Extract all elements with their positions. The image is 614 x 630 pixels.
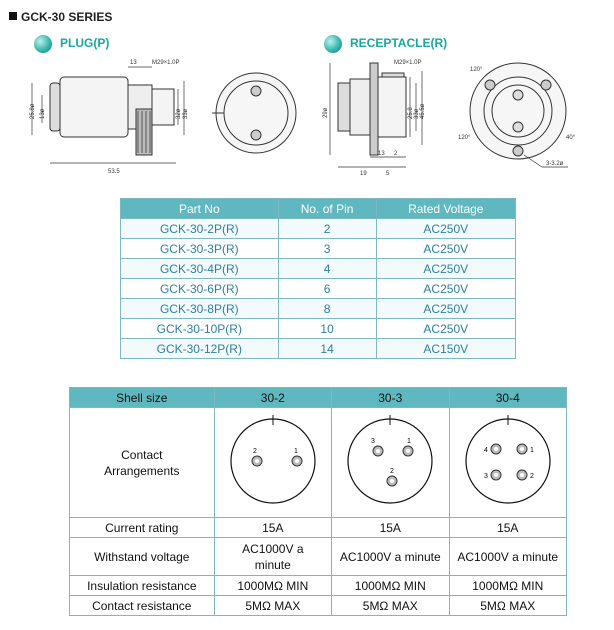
- pin-label: 1: [529, 447, 534, 454]
- receptacle-angle-120a: 120°: [470, 67, 483, 73]
- spec-table: [69, 387, 567, 616]
- pin-count-cell: 4: [278, 259, 376, 279]
- current-rating-row: [70, 518, 567, 538]
- table-row: [121, 339, 516, 359]
- pin-count-cell: 14: [278, 339, 376, 359]
- arrangement-diagram: [223, 411, 323, 511]
- arrangement-diagram: [340, 411, 440, 511]
- part-no-cell: GCK-30-6P(R): [121, 279, 279, 299]
- table-row: [121, 239, 516, 259]
- shell-size-label: Shell size: [70, 388, 215, 408]
- contact-resistance-label: Contact resistance: [70, 596, 215, 616]
- plug-cap: [50, 83, 60, 131]
- plug-drawing: [28, 55, 298, 177]
- parts-table: [120, 198, 516, 359]
- receptacle-dim-13: 13: [378, 151, 385, 157]
- voltage-cell: AC250V: [376, 219, 515, 239]
- spec-value: 5MΩ MAX: [449, 596, 567, 616]
- voltage-cell: AC250V: [376, 319, 515, 339]
- voltage-cell: AC250V: [376, 239, 515, 259]
- plug-dim-face: 33ø: [183, 108, 189, 119]
- receptacle-rear-body: [350, 79, 370, 135]
- withstand-voltage-row: [70, 538, 567, 576]
- plug-body: [60, 77, 128, 137]
- voltage-cell: AC250V: [376, 299, 515, 319]
- arrangement-30-3: [332, 408, 449, 518]
- mount-hole: [485, 80, 495, 90]
- insulation-resistance-row: [70, 576, 567, 596]
- pin-count-cell: 3: [278, 239, 376, 259]
- receptacle-angle-40: 40°: [566, 135, 576, 141]
- pin-label: 1: [407, 438, 412, 445]
- part-no-cell: GCK-30-4P(R): [121, 259, 279, 279]
- receptacle-holes-label: 3-3.2ø: [546, 161, 564, 167]
- shell-30-2: 30-2: [214, 388, 331, 408]
- plug-dim-25-8: 25.8ø: [30, 103, 36, 119]
- part-no-cell: GCK-30-2P(R): [121, 219, 279, 239]
- receptacle-dim-33: 33ø: [414, 108, 420, 119]
- spec-value: 1000MΩ MIN: [214, 576, 331, 596]
- pin-count-cell: 8: [278, 299, 376, 319]
- plug-title: PLUG(P): [60, 36, 110, 50]
- current-rating-label: Current rating: [70, 518, 215, 538]
- pin-label: 3: [371, 438, 376, 445]
- series-title: GCK-30 SERIES: [9, 10, 112, 24]
- contact-arrangements-label: Contact Arrangements: [70, 408, 215, 518]
- plug-dim-32: 32ø: [176, 108, 182, 119]
- plug-face-outer: [216, 73, 296, 153]
- spec-value: 15A: [449, 518, 567, 538]
- arrangement-30-2: [214, 408, 331, 518]
- part-no-cell: GCK-30-8P(R): [121, 299, 279, 319]
- receptacle-front-body: [378, 77, 406, 137]
- mount-hole: [513, 146, 523, 156]
- mount-hole: [541, 80, 551, 90]
- plug-dim-13-5: 13ø: [40, 108, 46, 119]
- spec-value: 5MΩ MAX: [332, 596, 449, 616]
- table-row: [121, 219, 516, 239]
- voltage-cell: AC250V: [376, 259, 515, 279]
- pin-label: 3: [483, 473, 488, 480]
- receptacle-dim-5: 5: [386, 171, 390, 177]
- receptacle-title: RECEPTACLE(R): [350, 36, 448, 50]
- receptacle-dim-25-8: 25.8: [408, 107, 414, 119]
- header-part-no: Part No: [121, 199, 279, 219]
- receptacle-dim-45: 45.5ø: [420, 103, 426, 119]
- spec-value: 1000MΩ MIN: [332, 576, 449, 596]
- table-row: [121, 279, 516, 299]
- plug-thread-label: M29×1.0P: [152, 60, 180, 66]
- pin-label: 2: [252, 448, 257, 455]
- arrangement-diagram: [458, 411, 558, 511]
- spec-header-row: [70, 388, 567, 408]
- table-row: [121, 259, 516, 279]
- shell-30-4: 30-4: [449, 388, 567, 408]
- part-no-cell: GCK-30-12P(R): [121, 339, 279, 359]
- receptacle-flange: [370, 63, 378, 155]
- voltage-cell: AC150V: [376, 339, 515, 359]
- plug-dim-13: 13: [130, 60, 137, 66]
- withstand-voltage-label: Withstand voltage: [70, 538, 215, 576]
- receptacle-thread-label: M29×1.0P: [394, 60, 422, 66]
- spec-value: AC1000V a minute: [332, 538, 449, 576]
- spec-value: AC1000V a minute: [449, 538, 567, 576]
- receptacle-drawing: [320, 55, 600, 177]
- receptacle-back: [338, 83, 350, 131]
- spec-value: 15A: [214, 518, 331, 538]
- parts-table-header: [121, 199, 516, 219]
- receptacle-socket: [513, 90, 523, 100]
- plug-pin: [251, 130, 261, 140]
- header-no-of-pin: No. of Pin: [278, 199, 376, 219]
- table-row: [121, 319, 516, 339]
- receptacle-dim-19: 19: [360, 171, 367, 177]
- pin-label: 2: [390, 468, 395, 475]
- spec-value: 5MΩ MAX: [214, 596, 331, 616]
- contact-resistance-row: [70, 596, 567, 616]
- pin-label: 4: [483, 447, 488, 454]
- spec-value: AC1000V a minute: [214, 538, 331, 576]
- header-rated-voltage: Rated Voltage: [376, 199, 515, 219]
- pin-label: 2: [529, 473, 534, 480]
- plug-dim-length: 53.5: [108, 169, 120, 175]
- pin-count-cell: 10: [278, 319, 376, 339]
- pin-count-cell: 6: [278, 279, 376, 299]
- plug-pin: [251, 86, 261, 96]
- receptacle-dim-2: 2: [394, 151, 398, 157]
- table-row: [121, 299, 516, 319]
- teal-ball-icon: [34, 35, 52, 53]
- insulation-resistance-label: Insulation resistance: [70, 576, 215, 596]
- receptacle-angle-120b: 120°: [458, 135, 471, 141]
- contact-arrangements-row: [70, 408, 567, 518]
- arrangement-30-4: [449, 408, 567, 518]
- receptacle-socket: [513, 122, 523, 132]
- pin-label: 1: [293, 448, 298, 455]
- part-no-cell: GCK-30-10P(R): [121, 319, 279, 339]
- receptacle-dim-29: 29ø: [323, 107, 329, 118]
- teal-ball-icon: [324, 35, 342, 53]
- square-bullet-icon: [9, 12, 17, 20]
- spec-value: 1000MΩ MIN: [449, 576, 567, 596]
- part-no-cell: GCK-30-3P(R): [121, 239, 279, 259]
- shell-30-3: 30-3: [332, 388, 449, 408]
- spec-value: 15A: [332, 518, 449, 538]
- pin-count-cell: 2: [278, 219, 376, 239]
- voltage-cell: AC250V: [376, 279, 515, 299]
- plug-front: [152, 89, 174, 125]
